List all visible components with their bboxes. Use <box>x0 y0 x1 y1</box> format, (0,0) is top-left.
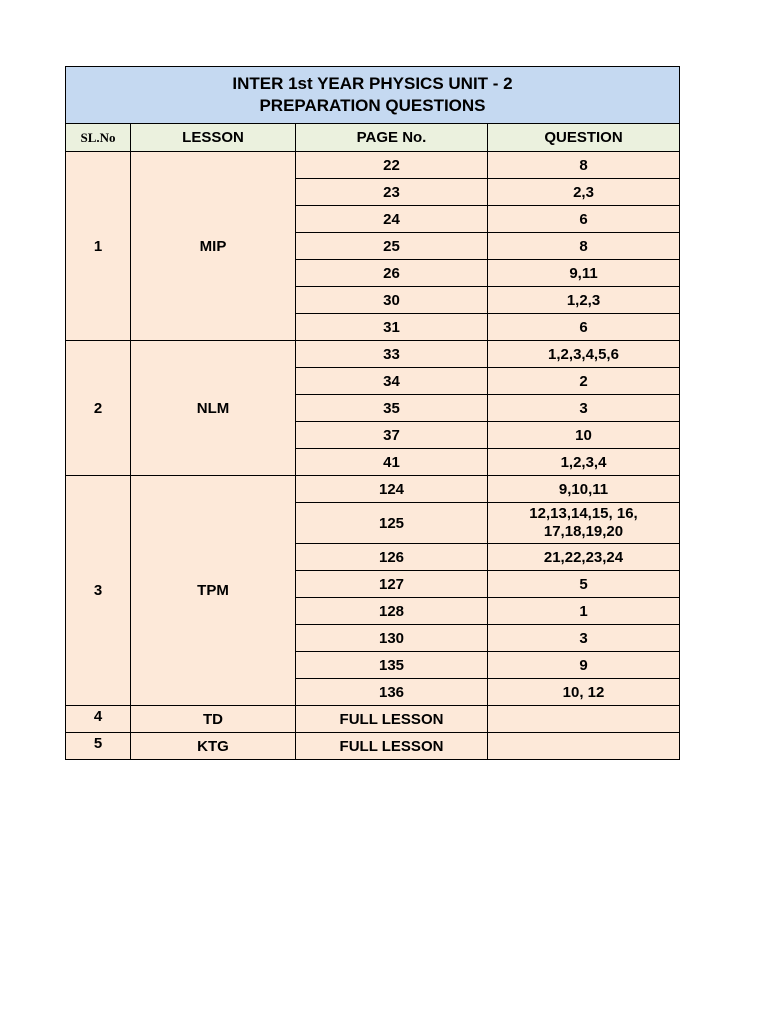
page-cell: 41 <box>296 449 488 476</box>
question-cell: 9,10,11 <box>488 476 680 503</box>
lesson-cell: TPM <box>131 476 296 706</box>
table-row <box>66 733 680 760</box>
question-cell <box>488 733 680 760</box>
table-row <box>66 706 680 733</box>
page-cell: 23 <box>296 179 488 206</box>
page-cell: 37 <box>296 422 488 449</box>
question-cell: 10 <box>488 422 680 449</box>
header-row <box>66 124 680 152</box>
page-cell: 127 <box>296 571 488 598</box>
question-cell: 3 <box>488 395 680 422</box>
table-row <box>66 152 680 179</box>
page-cell: 26 <box>296 260 488 287</box>
question-cell: 2,3 <box>488 179 680 206</box>
table-row <box>66 341 680 368</box>
page-cell: 125 <box>296 503 488 544</box>
question-cell: 9,11 <box>488 260 680 287</box>
page-cell: 22 <box>296 152 488 179</box>
page-cell: 126 <box>296 544 488 571</box>
page-cell: 135 <box>296 652 488 679</box>
page-cell: 30 <box>296 287 488 314</box>
page-cell: FULL LESSON <box>296 733 488 760</box>
question-cell <box>488 706 680 733</box>
question-cell: 8 <box>488 233 680 260</box>
physics-preparation-sheet <box>65 66 679 760</box>
question-cell <box>488 503 680 544</box>
title-line-2: PREPARATION QUESTIONS <box>259 96 486 115</box>
question-cell: 10, 12 <box>488 679 680 706</box>
header-sl-no: SL.No <box>66 124 131 152</box>
question-cell: 1 <box>488 598 680 625</box>
question-cell: 3 <box>488 625 680 652</box>
question-cell: 6 <box>488 314 680 341</box>
lesson-cell: MIP <box>131 152 296 341</box>
sl-no-cell: 5 <box>66 733 131 760</box>
sl-no-cell: 4 <box>66 706 131 733</box>
page-cell: 34 <box>296 368 488 395</box>
question-line-1: 12,13,14,15, 16, <box>529 505 638 522</box>
sl-no-cell: 2 <box>66 341 131 476</box>
header-lesson: LESSON <box>131 124 296 152</box>
question-cell: 6 <box>488 206 680 233</box>
question-line-2: 17,18,19,20 <box>543 523 624 540</box>
header-question: QUESTION <box>488 124 680 152</box>
page-cell: FULL LESSON <box>296 706 488 733</box>
page-cell: 33 <box>296 341 488 368</box>
question-cell: 5 <box>488 571 680 598</box>
page-cell: 31 <box>296 314 488 341</box>
table-row <box>66 476 680 503</box>
lesson-cell: TD <box>131 706 296 733</box>
page-cell: 35 <box>296 395 488 422</box>
page-cell: 24 <box>296 206 488 233</box>
page-cell: 124 <box>296 476 488 503</box>
sl-no-cell: 1 <box>66 152 131 341</box>
lesson-cell: KTG <box>131 733 296 760</box>
preparation-questions-table <box>65 66 680 760</box>
question-cell: 8 <box>488 152 680 179</box>
page-cell: 136 <box>296 679 488 706</box>
question-cell: 1,2,3 <box>488 287 680 314</box>
lesson-cell: NLM <box>131 341 296 476</box>
table-body <box>66 152 680 760</box>
question-cell: 1,2,3,4 <box>488 449 680 476</box>
header-page-no: PAGE No. <box>296 124 488 152</box>
page-cell: 128 <box>296 598 488 625</box>
page-cell: 25 <box>296 233 488 260</box>
question-cell: 21,22,23,24 <box>488 544 680 571</box>
table-title <box>66 67 680 124</box>
question-cell: 9 <box>488 652 680 679</box>
title-row <box>66 67 680 124</box>
question-cell: 1,2,3,4,5,6 <box>488 341 680 368</box>
page-cell: 130 <box>296 625 488 652</box>
sl-no-cell: 3 <box>66 476 131 706</box>
title-line-1: INTER 1st YEAR PHYSICS UNIT - 2 <box>232 74 513 93</box>
question-cell: 2 <box>488 368 680 395</box>
